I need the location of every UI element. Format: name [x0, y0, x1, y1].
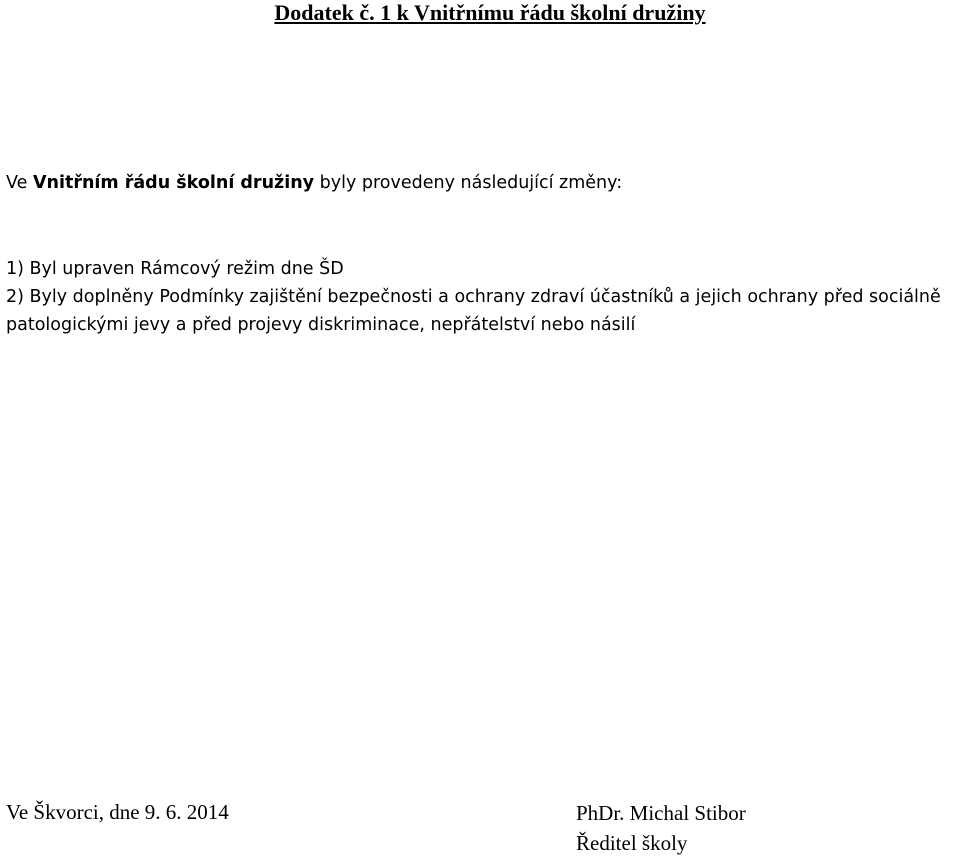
change-item-2: 2) Byly doplněny Podmínky zajištění bezpečnosti a ochrany zdraví účastníků a jejich ochrany před sociálně patologickými jevy a před projevy diskriminace, nepřátelství nebo násilí	[6, 287, 941, 335]
signature-block	[576, 798, 746, 858]
document-title: Dodatek č. 1 k Vnitřnímu řádu školní družiny	[274, 0, 706, 25]
signatory-role: Ředitel školy	[576, 831, 688, 855]
intro-bold-title: Vnitřním řádu školní družiny	[32, 173, 315, 193]
place-and-date: Ve Škvorci, dne 9. 6. 2014	[6, 800, 229, 824]
intro-suffix: byly provedeny následující změny:	[314, 173, 623, 193]
intro-sentence	[6, 170, 622, 196]
change-item-1: 1) Byl upraven Rámcový režim dne ŠD	[6, 259, 344, 279]
intro-prefix: Ve	[6, 173, 33, 193]
signatory-name: PhDr. Michal Stibor	[576, 801, 746, 825]
changes-list	[6, 255, 960, 339]
